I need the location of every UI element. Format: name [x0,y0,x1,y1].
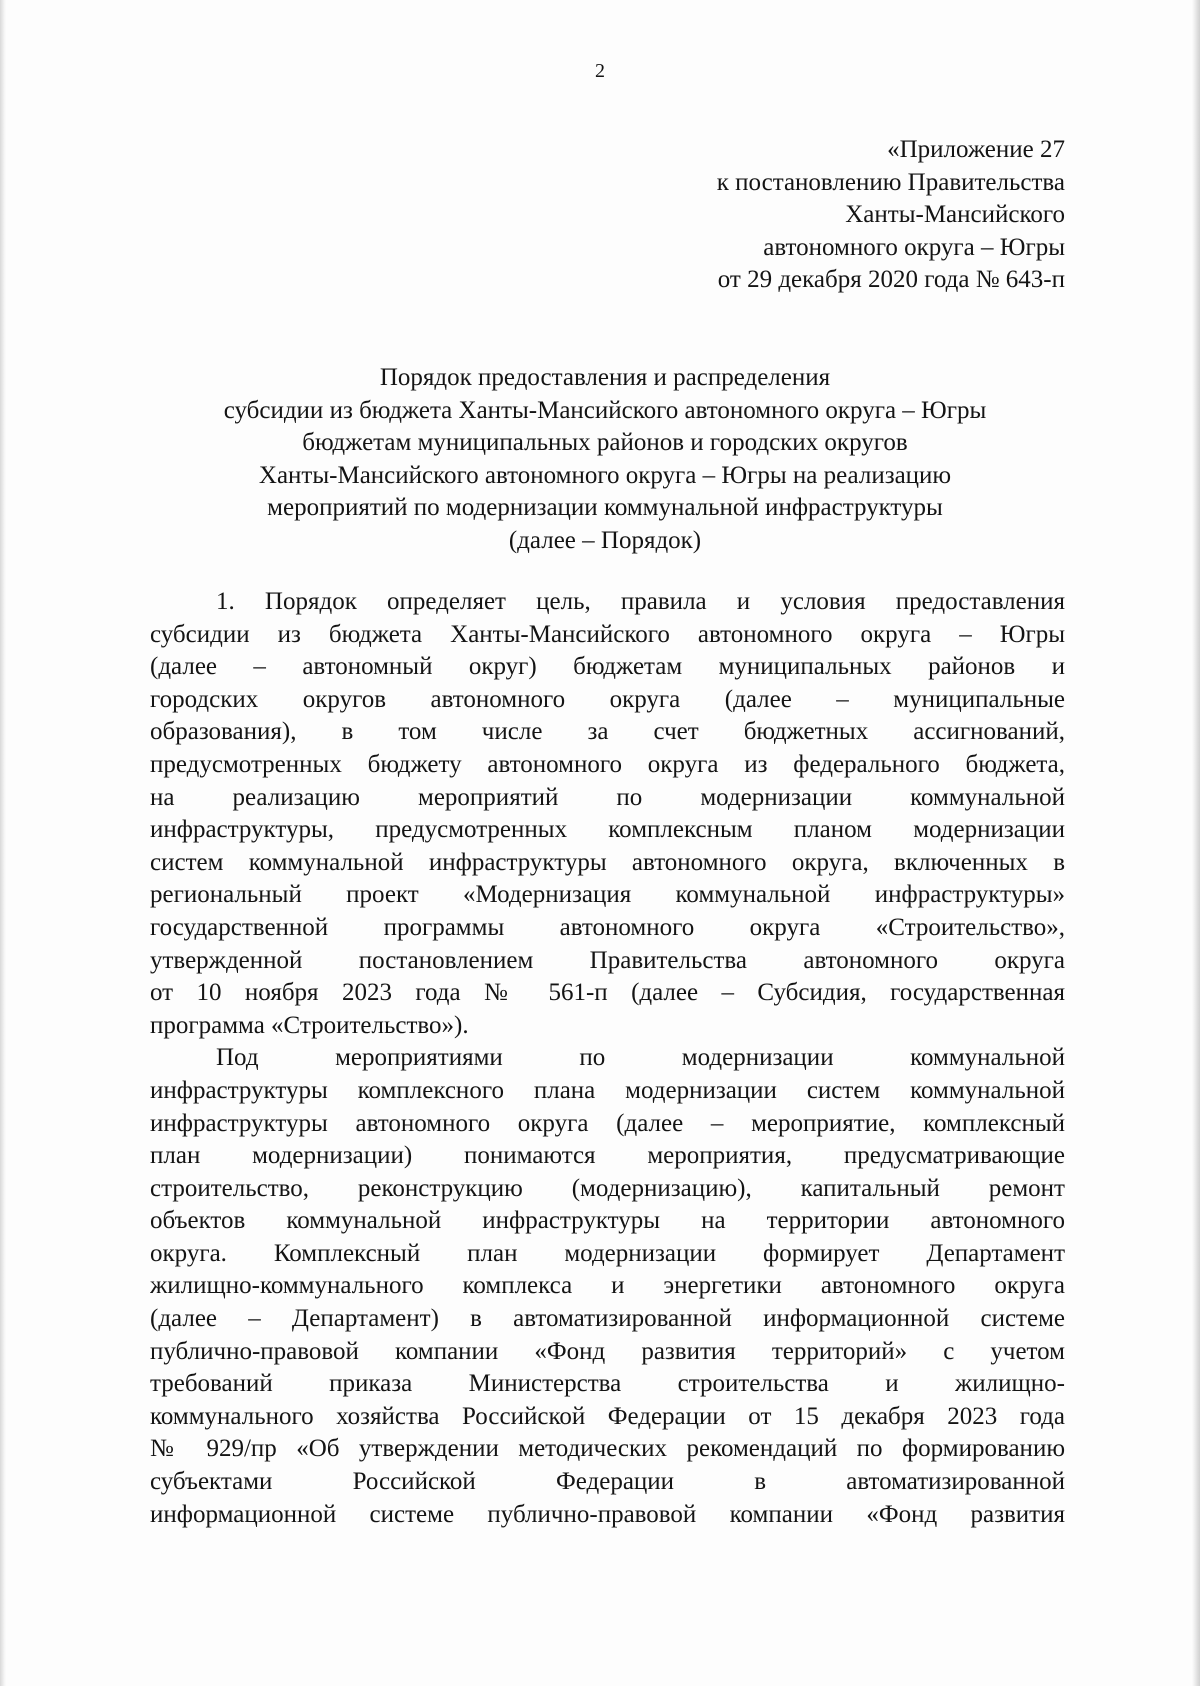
body-line: объектов коммунальной инфраструктуры на территории автономного [150,1207,1065,1235]
body-text [150,586,1065,1531]
scan-edge-left [0,0,6,1686]
body-line: программа «Строительство»). [150,1011,469,1039]
body-line: публично-правовой компании «Фонд развития территорий» с учетом [150,1337,1065,1365]
appendix-line: от 29 декабря 2020 года № 643-п [717,266,1065,293]
body-line: субъектами Российской Федерации в автоматизированной [150,1468,1065,1496]
body-line: (далее – Департамент) в автоматизированной информационной системе [150,1305,1065,1333]
body-line: образования), в том числе за счет бюджетных ассигнований, [150,718,1065,746]
title-line: субсидии из бюджета Ханты-Мансийского автономного округа – Югры [223,396,987,424]
appendix-block [717,134,1065,297]
body-line: Под мероприятиями по модернизации коммунальной [216,1044,1065,1072]
body-line: инфраструктуры комплексного плана модернизации систем коммунальной [150,1076,1065,1104]
title-line: Порядок предоставления и распределения [379,364,831,391]
scan-edge-right [1192,0,1200,1686]
appendix-line: автономного округа – Югры [763,233,1065,261]
appendix-line: к постановлению Правительства [716,168,1065,196]
body-line: субсидии из бюджета Ханты-Мансийского автономного округа – Югры [150,620,1065,648]
body-line: (далее – автономный округ) бюджетам муниципальных районов и [150,653,1065,681]
body-line: инфраструктуры автономного округа (далее – мероприятие, комплексный [150,1109,1065,1137]
body-line: план модернизации) понимаются мероприятия, предусматривающие [150,1142,1065,1170]
title-line: (далее – Порядок) [508,526,702,554]
body-line: систем коммунальной инфраструктуры автономного округа, включенных в [150,848,1065,876]
appendix-line: Ханты-Мансийского [845,201,1065,228]
body-line: на реализацию мероприятий по модернизации коммунальной [150,783,1065,811]
body-line: утвержденной постановлением Правительства автономного округа [150,946,1065,974]
title-line: бюджетам муниципальных районов и городских округов [302,429,908,456]
page-number: 2 [595,60,605,82]
title-line: Ханты-Мансийского автономного округа – Югры на реализацию [258,461,952,489]
body-line: информационной системе публично-правовой компании «Фонд развития [150,1500,1065,1528]
appendix-line: «Приложение 27 [887,136,1065,163]
body-line: 1. Порядок определяет цель, правила и условия предоставления [216,588,1065,615]
body-line: требований приказа Министерства строительства и жилищно- [150,1370,1065,1398]
body-line: № 929/пр «Об утверждении методических рекомендаций по формированию [150,1435,1065,1463]
body-line: строительство, реконструкцию (модернизацию), капитальный ремонт [150,1174,1065,1202]
body-line: коммунального хозяйства Российской Федерации от 15 декабря 2023 года [150,1402,1065,1430]
body-line: жилищно-коммунального комплекса и энергетики автономного округа [150,1272,1065,1300]
body-line: предусмотренных бюджету автономного округа из федерального бюджета, [150,750,1065,778]
body-line: округа. Комплексный план модернизации формирует Департамент [150,1239,1065,1267]
document-title [150,362,1060,557]
body-line: региональный проект «Модернизация коммунальной инфраструктуры» [150,881,1065,909]
body-line: городских округов автономного округа (далее – муниципальные [150,685,1065,713]
body-line: государственной программы автономного округа «Строительство», [150,913,1065,941]
body-line: от 10 ноября 2023 года № 561-п (далее – Субсидия, государственная [150,979,1065,1007]
body-line: инфраструктуры, предусмотренных комплексным планом модернизации [150,816,1065,844]
title-line: мероприятий по модернизации коммунальной инфраструктуры [267,494,943,521]
